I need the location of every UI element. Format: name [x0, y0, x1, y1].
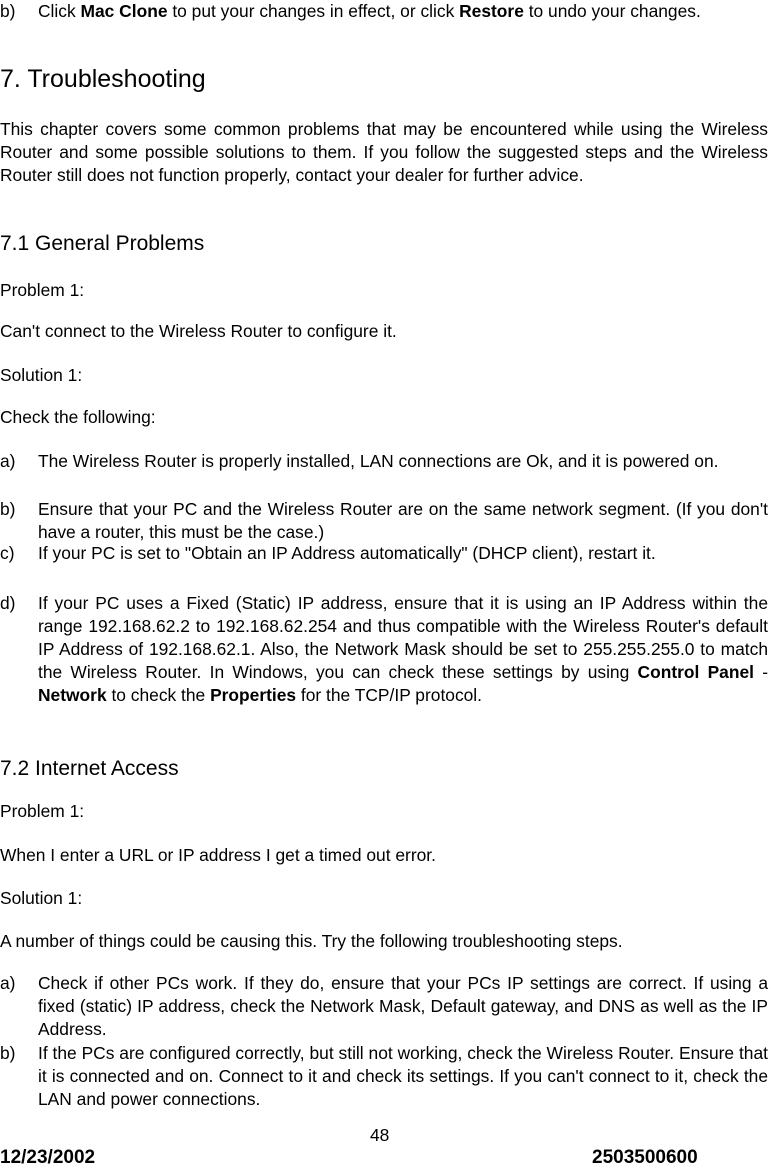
list-text: Ensure that your PC and the Wireless Router are on the same network segment. (If you don't have a router, this must be the case.): [38, 499, 768, 542]
list-label: b): [0, 1043, 16, 1063]
restore-term: Restore: [459, 1, 524, 21]
solution-intro: A number of things could be causing this. Try the following troubleshooting steps.: [0, 931, 623, 951]
problem-label: Problem 1:: [0, 801, 85, 821]
problem-label: Problem 1:: [0, 280, 85, 300]
problem-text: Can't connect to the Wireless Router to configure it.: [0, 321, 397, 341]
control-panel-term: Control Panel: [637, 662, 754, 682]
solution-label: Solution 1:: [0, 888, 83, 908]
list-text: Click Mac Clone to put your changes in effect, or click Restore to undo your changes.: [38, 1, 701, 21]
list-text: The Wireless Router is properly installed, LAN connections are Ok, and it is powered on.: [38, 451, 719, 471]
solution-intro: Check the following:: [0, 407, 156, 427]
list-label: d): [0, 593, 16, 613]
list-text: If the PCs are configured correctly, but still not working, check the Wireless Router. Ensure that it is connected and on. Connect to it and check its settings. If you can't connect to it, check the LAN and power connections.: [38, 1043, 768, 1109]
properties-term: Properties: [210, 685, 297, 705]
page-number: 48: [370, 1125, 390, 1145]
problem-text: When I enter a URL or IP address I get a timed out error.: [0, 845, 436, 865]
list-label: a): [0, 451, 16, 471]
list-label: b): [0, 499, 16, 519]
list-text: If your PC is set to "Obtain an IP Address automatically" (DHCP client), restart it.: [38, 543, 656, 563]
section-title-general: 7.1 General Problems: [0, 232, 205, 255]
list-label: c): [0, 543, 15, 563]
mac-clone-term: Mac Clone: [80, 1, 168, 21]
chapter-intro: This chapter covers some common problems that may be encountered while using the Wireless Router and some possible solutions to them. If you follow the suggested steps and the Wireless Router still does not function properly, contact your dealer for further advice.: [0, 119, 768, 185]
list-label: a): [0, 973, 16, 993]
solution-label: Solution 1:: [0, 365, 83, 385]
chapter-title: 7. Troubleshooting: [0, 65, 206, 93]
list-text: If your PC uses a Fixed (Static) IP address, ensure that it is using an IP Address within the range 192.168.62.2 to 192.168.62.254 and thus compatible with the Wireless Router's default IP Address of 192.168.62.1. Also, the Network Mask should be set to 255.255.255.0 to match the Wireless Router. In Windows, you can check these settings by using Control Panel - Network to check the Properties for the TCP/IP protocol.: [38, 593, 768, 705]
section-title-internet: 7.2 Internet Access: [0, 757, 179, 780]
footer-date: 12/23/2002: [0, 1147, 96, 1168]
network-term: Network: [38, 685, 107, 705]
list-label: b): [0, 1, 16, 21]
footer-doc-code: 2503500600: [592, 1147, 698, 1168]
list-text: Check if other PCs work. If they do, ensure that your PCs IP settings are correct. If using a fixed (static) IP address, check the Network Mask, Default gateway, and DNS as well as the IP Address.: [38, 973, 768, 1039]
